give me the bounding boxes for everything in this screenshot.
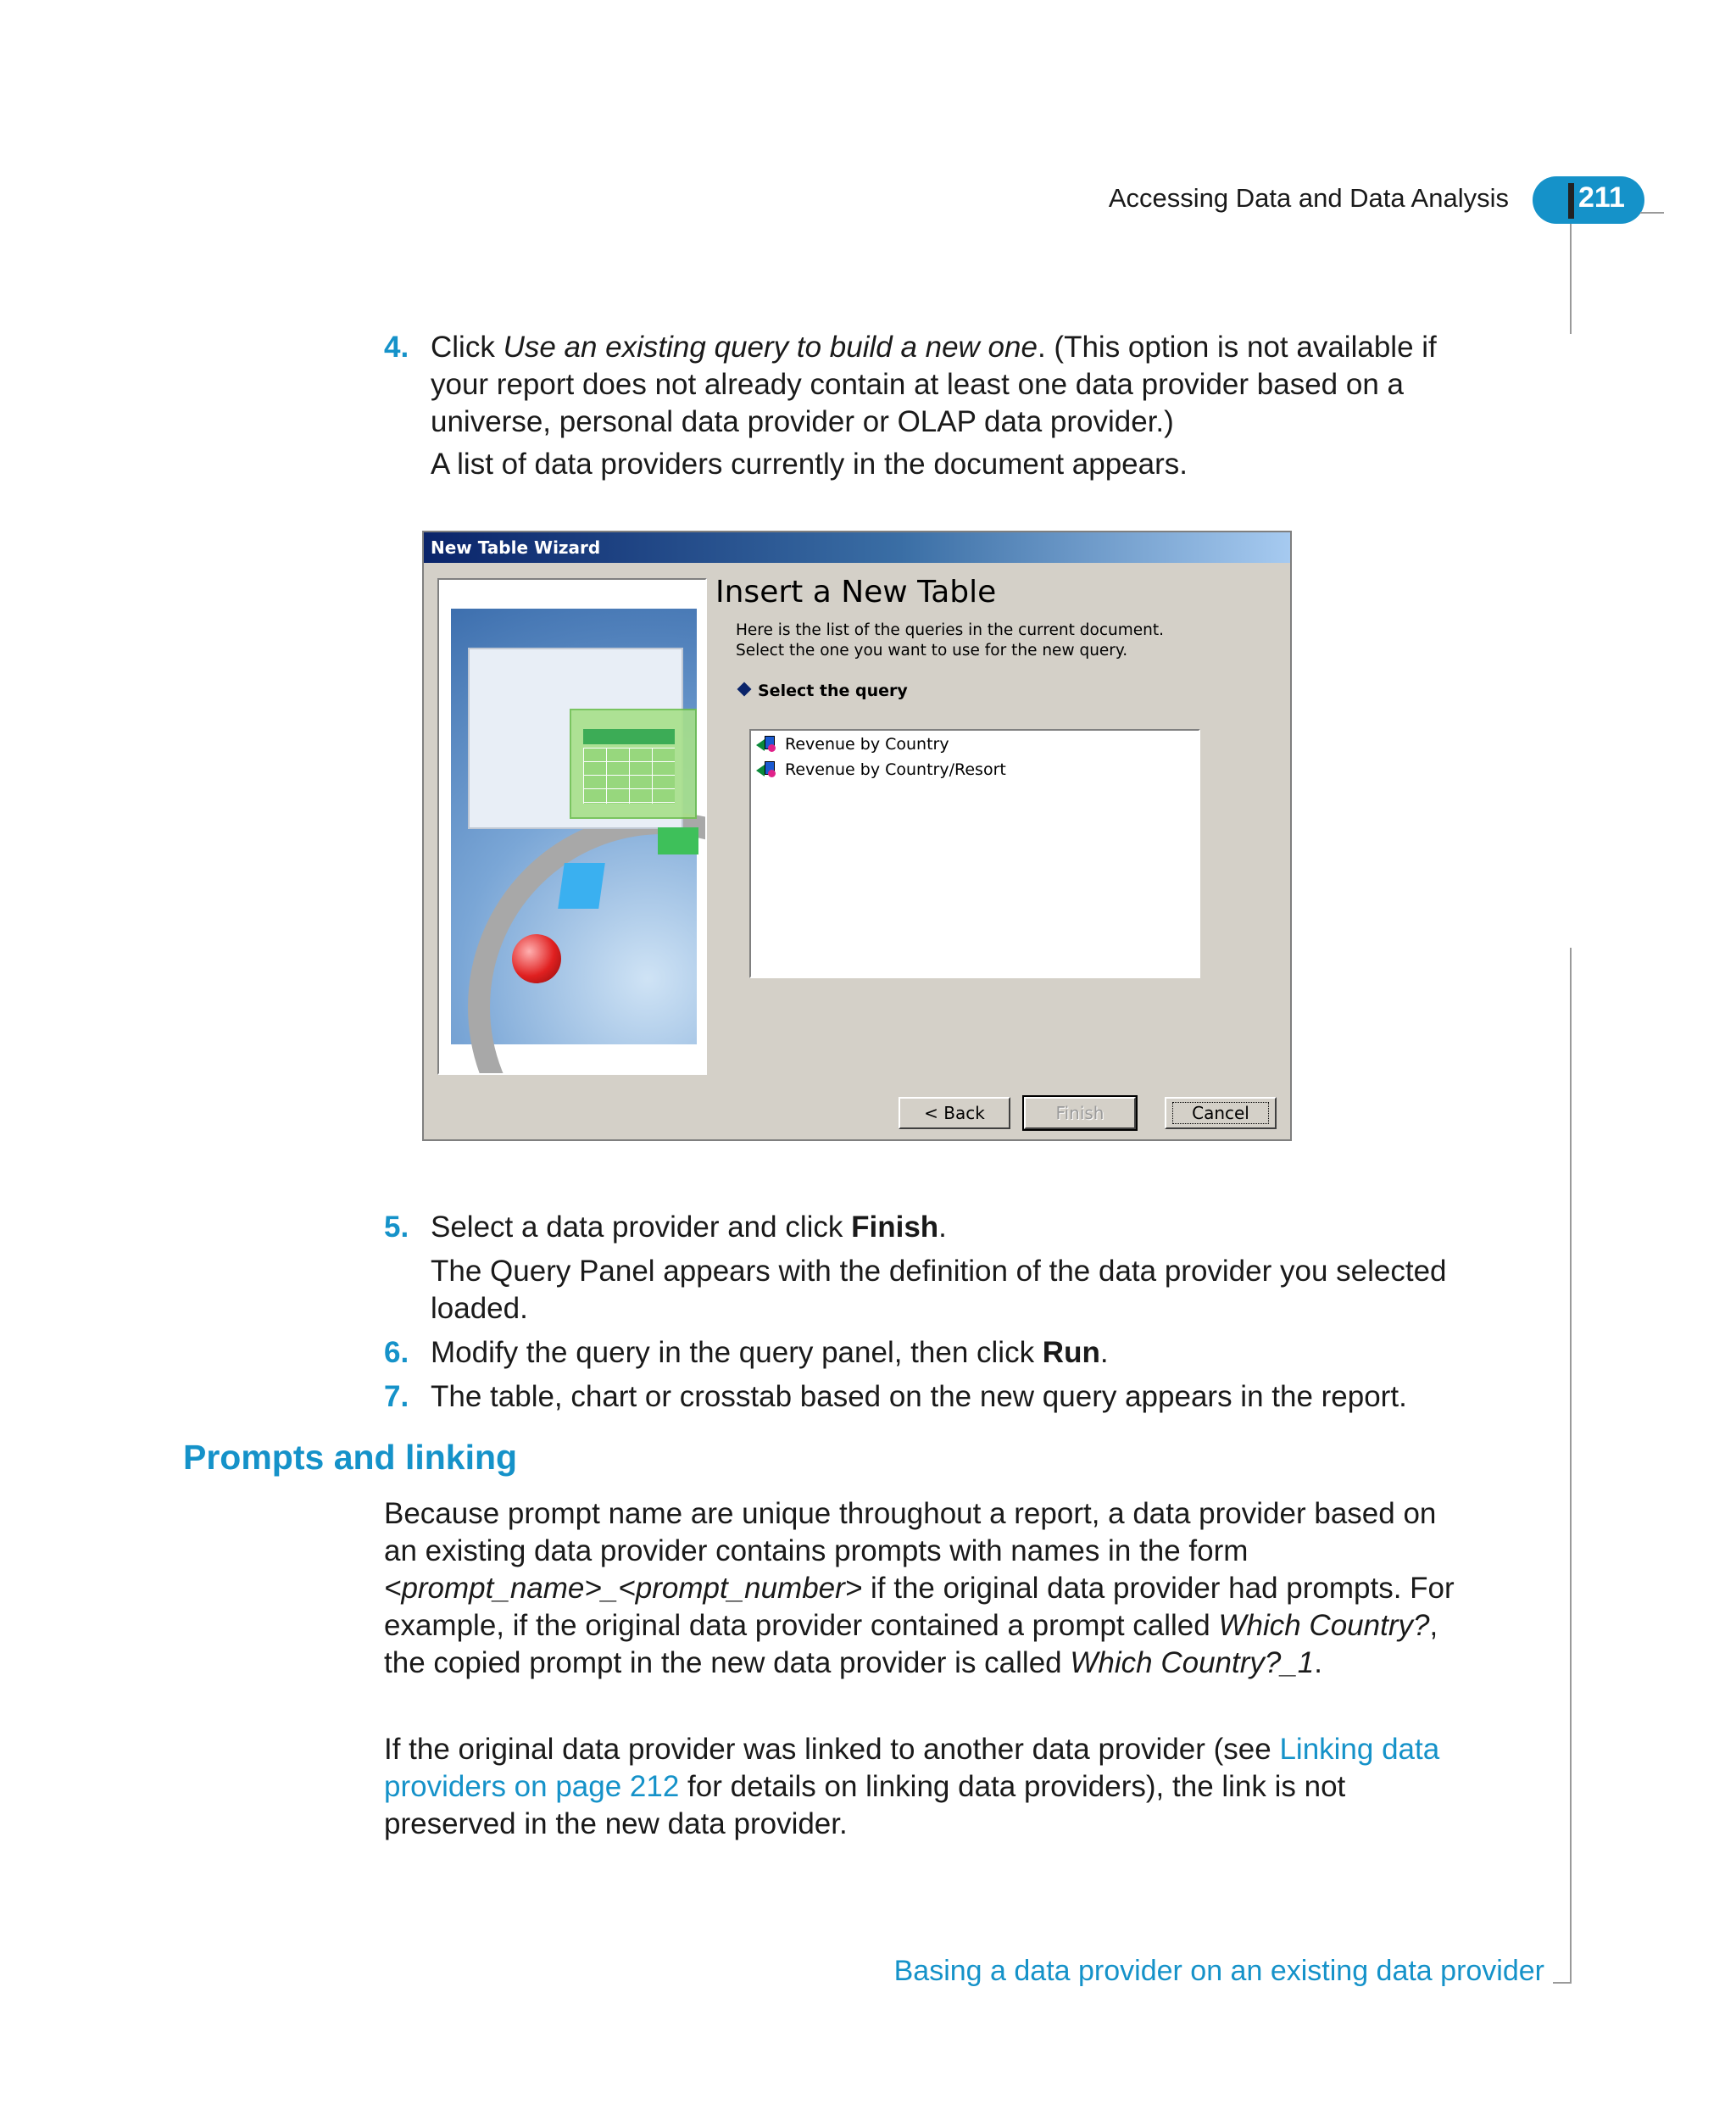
step-text-pre: Select a data provider and click xyxy=(431,1211,852,1244)
running-footer: Basing a data provider on an existing data provider xyxy=(893,1955,1544,1987)
diamond-bullet-icon xyxy=(737,682,752,697)
running-header: Accessing Data and Data Analysis xyxy=(1108,183,1509,213)
query-icon xyxy=(756,734,778,753)
para-text: Because prompt name are unique throughout a report, a data provider based on an existing data provider contains prompts with names in the form xyxy=(384,1497,1437,1567)
header-rule xyxy=(1640,212,1664,214)
step-5-result: The Query Panel appears with the definition of the data provider you selected loaded. xyxy=(431,1255,1447,1325)
new-table-wizard-dialog xyxy=(422,531,1292,1141)
dialog-title-bar xyxy=(424,532,1290,563)
step-text-post: . xyxy=(938,1211,947,1244)
para-text: . xyxy=(1314,1646,1323,1679)
table-grid-icon xyxy=(570,709,697,819)
linking-paragraph xyxy=(384,1731,1477,1843)
page-number: 211 xyxy=(1578,181,1625,214)
run-keyword: Run xyxy=(1042,1336,1100,1369)
cancel-button-label: Cancel xyxy=(1172,1102,1269,1124)
badge-bar xyxy=(1568,183,1574,219)
select-query-text: Select the query xyxy=(758,682,908,700)
query-icon xyxy=(756,760,778,778)
para-text: for details on linking data providers), the link is not preserved in the new data provider. xyxy=(384,1770,1346,1840)
margin-rule xyxy=(1570,948,1572,1984)
cancel-button[interactable] xyxy=(1165,1097,1277,1129)
step-number: 6. xyxy=(384,1336,409,1369)
step-text xyxy=(431,1334,1482,1372)
linking-data-providers-link[interactable]: Linking data providers on page 212 xyxy=(384,1733,1440,1803)
step-text: The table, chart or crosstab based on the new query appears in the report. xyxy=(431,1380,1407,1413)
finish-button[interactable]: Finish xyxy=(1024,1097,1136,1129)
query-item-revenue-by-country-resort[interactable] xyxy=(756,756,1006,780)
query-item-revenue-by-country[interactable] xyxy=(756,731,949,754)
step-number: 5. xyxy=(384,1211,409,1244)
query-list[interactable] xyxy=(749,729,1200,978)
para-text: if the original data provider had prompts. For example, if the original data provider contained a prompt called xyxy=(384,1572,1455,1642)
para-text: If the original data provider was linked to another data provider (see xyxy=(384,1733,1280,1766)
margin-rule-top xyxy=(1570,224,1572,334)
query-item-label: Revenue by Country/Resort xyxy=(785,760,1006,779)
table-grid-cells xyxy=(583,748,675,804)
step-text xyxy=(431,1209,1482,1246)
green-shape-icon xyxy=(658,827,698,854)
page-number-badge xyxy=(1533,176,1644,224)
wizard-illustration xyxy=(437,578,707,1075)
prompt-example: Which Country? xyxy=(1218,1609,1430,1642)
table-grid-header xyxy=(583,729,675,744)
finish-keyword: Finish xyxy=(851,1211,939,1244)
step-text-pre: Modify the query in the query panel, then click xyxy=(431,1336,1043,1369)
step-text xyxy=(431,329,1482,441)
option-name: Use an existing query to build a new one xyxy=(503,331,1038,364)
blue-cube-icon xyxy=(558,863,605,909)
copied-prompt-example: Which Country?_1 xyxy=(1070,1646,1315,1679)
footer-rule xyxy=(1553,1982,1572,1984)
para-text: , the copied prompt in the new data provider is called xyxy=(384,1609,1438,1679)
dialog-description xyxy=(736,621,1210,661)
illustration-background xyxy=(451,609,697,1044)
step-number: 4. xyxy=(384,331,409,364)
query-item-label: Revenue by Country xyxy=(785,735,949,754)
prompts-paragraph xyxy=(384,1495,1477,1682)
dialog-title: New Table Wizard xyxy=(431,537,601,558)
step-number: 7. xyxy=(384,1380,409,1413)
section-title: Prompts and linking xyxy=(183,1438,518,1477)
select-query-label xyxy=(739,682,908,700)
back-button[interactable]: < Back xyxy=(899,1097,1010,1129)
red-ball-icon xyxy=(512,934,561,983)
step-text-post: . (This option is not available if your report does not already contain at least one data provider based on a universe, personal data provider or OLAP data provider.) xyxy=(431,331,1437,438)
prompt-name-format: <prompt_name>_<prompt_number> xyxy=(384,1572,863,1605)
step-4-result: A list of data providers currently in the document appears. xyxy=(431,448,1188,481)
step-text-post: . xyxy=(1099,1336,1109,1369)
step-text-pre: Click xyxy=(431,331,504,364)
dialog-heading: Insert a New Table xyxy=(715,575,997,609)
dialog-description-line: Select the one you want to use for the new query. xyxy=(736,642,1128,660)
dialog-description-line: Here is the list of the queries in the current document. xyxy=(736,621,1164,639)
